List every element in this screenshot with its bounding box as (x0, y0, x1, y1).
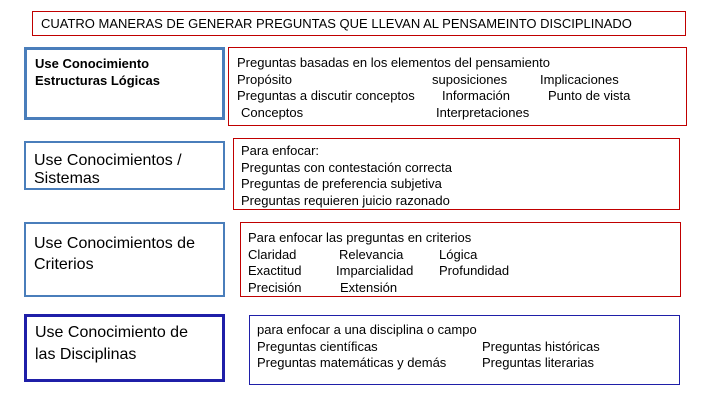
left-box-label: Estructuras Lógicas (35, 73, 160, 88)
box-heading: Para enfocar las preguntas en criterios (248, 230, 472, 245)
criterion-item: Lógica (439, 246, 478, 262)
left-box-disciplines (24, 314, 225, 382)
left-box-label: Use Conocimiento de (35, 324, 188, 341)
criterion-item: Exactitud (248, 263, 302, 278)
left-box-criteria (24, 222, 225, 297)
element-item: Información (442, 88, 510, 103)
box-heading: Preguntas basadas en los elementos del pensamiento (237, 55, 550, 70)
element-item: Punto de vista (548, 88, 631, 103)
box-line: Para enfocar: (241, 143, 320, 158)
box-line: Preguntas de preferencia subjetiva (241, 176, 442, 191)
discipline-item: Preguntas literarias (482, 355, 594, 370)
box-heading: para enfocar a una disciplina o campo (257, 322, 477, 337)
left-box-label: Sistemas (34, 170, 100, 187)
discipline-item: Preguntas científicas (257, 338, 378, 354)
element-item: Conceptos (241, 104, 304, 120)
element-item: suposiciones (432, 71, 508, 87)
left-box-label: Criterios (34, 256, 94, 273)
discipline-item: Preguntas matemáticas y demás (257, 355, 447, 370)
box-line: Preguntas con contestación correcta (241, 159, 453, 175)
element-item: Interpretaciones (436, 104, 530, 120)
criterion-item: Imparcialidad (336, 263, 414, 278)
diagram-title: CUATRO MANERAS DE GENERAR PREGUNTAS QUE LLEVAN AL PENSAMEINTO DISCIPLINADO (32, 11, 686, 36)
element-item: Implicaciones (540, 71, 619, 87)
right-box-criteria-list (240, 222, 681, 297)
left-box-label: Use Conocimientos de (34, 235, 195, 252)
left-box-label: Use Conocimientos / (34, 152, 182, 169)
criterion-item: Claridad (248, 246, 297, 262)
criterion-item: Relevancia (339, 246, 404, 262)
discipline-item: Preguntas históricas (482, 338, 600, 354)
criterion-item: Precisión (248, 279, 302, 295)
left-box-logical-structures (24, 47, 225, 120)
right-box-question-types (233, 138, 680, 210)
box-line: Preguntas requieren juicio razonado (241, 192, 450, 208)
criterion-item: Profundidad (439, 263, 510, 278)
element-item: Propósito (237, 71, 292, 87)
left-box-label: las Disciplinas (35, 346, 137, 363)
right-box-thinking-elements (228, 47, 687, 126)
criterion-item: Extensión (340, 279, 398, 295)
right-box-disciplines (249, 315, 680, 385)
left-box-label: Use Conocimiento (35, 56, 150, 71)
left-box-systems (24, 141, 225, 190)
element-item: Preguntas a discutir conceptos (237, 88, 415, 103)
